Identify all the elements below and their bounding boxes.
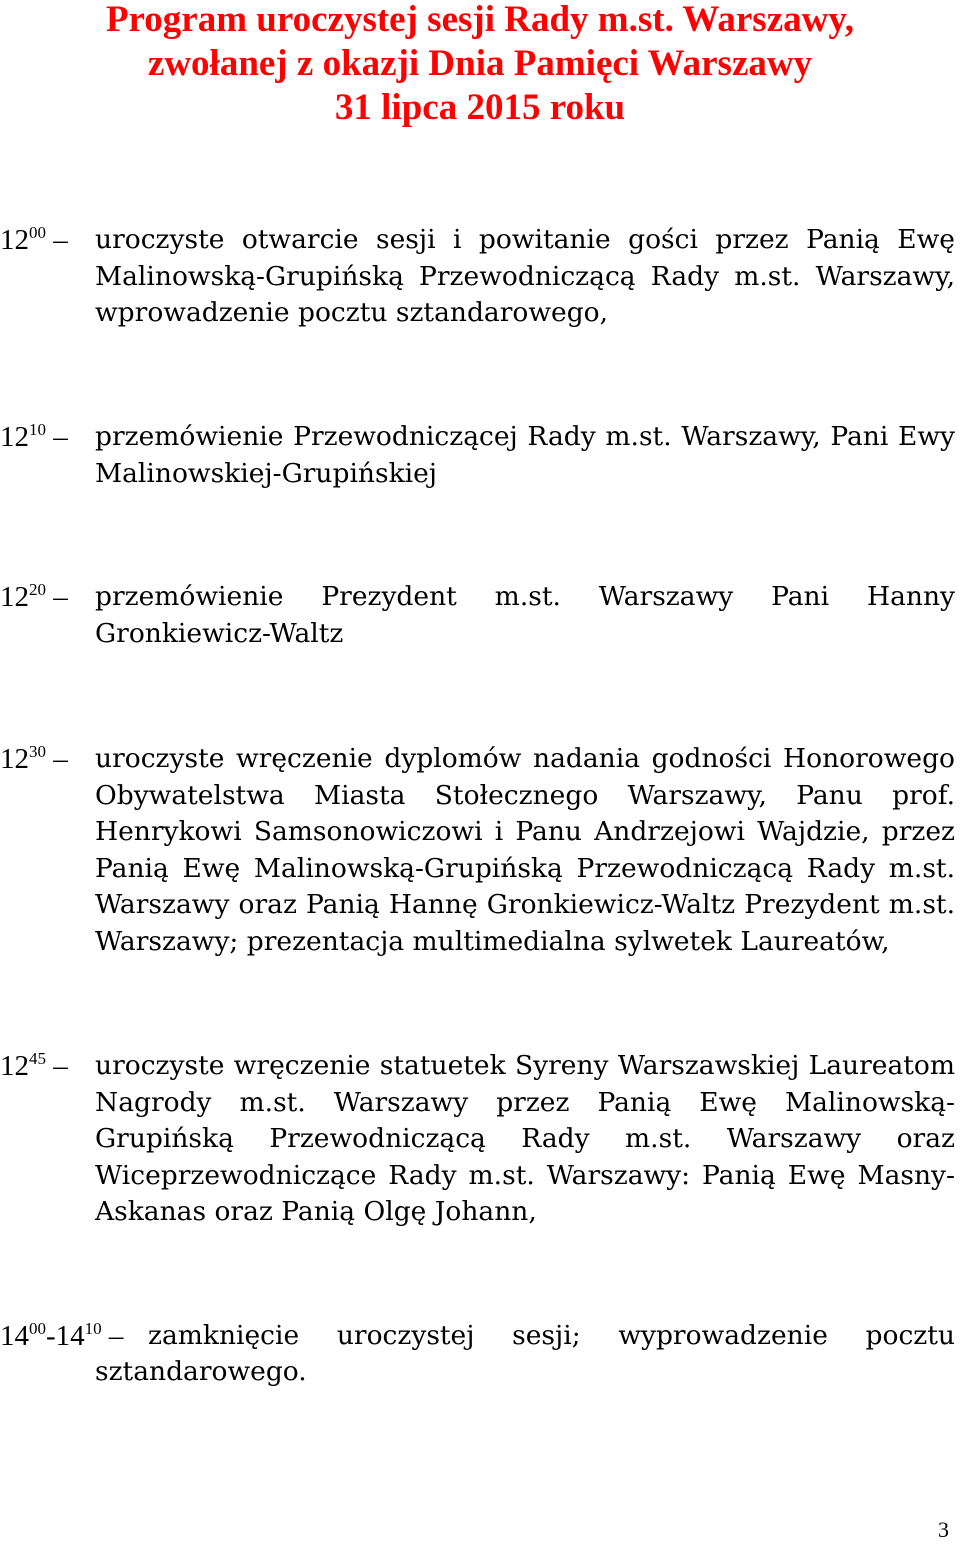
entry-description: uroczyste wręczenie statuetek Syreny Warszawskiej Laureatom Nagrody m.st. Warszawy przez Panią Ewę Malinowską-Grupińską Przewodniczącą Rady m.st. Warszawy oraz Wiceprzewodniczące Rady m.st. Warszawy: Panią Ewę Masny-Askanas oraz Panią Olgę Johann,	[95, 1050, 955, 1227]
title-line-2: zwołanej z okazji Dnia Pamięci Warszawy	[147, 43, 813, 84]
page-number: 3	[938, 1517, 949, 1542]
entry-description: przemówienie Prezydent m.st. Warszawy Pani Hanny Gronkiewicz-Waltz	[95, 581, 955, 649]
entry-time: $12^{10}$ –	[0, 420, 68, 453]
entry-description: przemówienie Przewodniczącej Rady m.st. Warszawy, Pani Ewy Malinowskiej-Grupińskiej	[95, 421, 955, 489]
entry-time: $12^{20}$ –	[0, 580, 68, 613]
title-line-1: Program uroczystej sesji Rady m.st. Warszawy,	[105, 0, 855, 40]
entry-time: $14^{00}-14^{10}$ –	[0, 1319, 124, 1352]
entry-description: uroczyste wręczenie dyplomów nadania godności Honorowego Obywatelstwa Miasta Stołecznego Warszawy, Panu prof. Henrykowi Samsonowiczowi i Panu Andrzejowi Wajdzie, przez Panią Ewę Malinowską-Grupińską Przewodniczącą Rady m.st. Warszawy oraz Panią Hannę Gronkiewicz-Waltz Prezydent m.st. Warszawy; prezentacja multimedialna sylwetek Laureatów,	[95, 743, 955, 957]
entry-description: uroczyste otwarcie sesji i powitanie gości przez Panią Ewę Malinowską-Grupińską Przewodniczącą Rady m.st. Warszawy, wprowadzenie pocztu sztandarowego,	[95, 224, 955, 328]
entry-time: $12^{30}$ –	[0, 742, 68, 775]
entry-time: $12^{45}$ –	[0, 1049, 68, 1082]
title-line-3: 31 lipca 2015 roku	[334, 87, 626, 128]
entry-description-line-2: sztandarowego.	[95, 1356, 307, 1387]
entry-time: $12^{00}$ –	[0, 223, 68, 256]
entry-description-line-1: zamknięcie uroczystej sesji; wyprowadzenie pocztu	[148, 1320, 955, 1351]
